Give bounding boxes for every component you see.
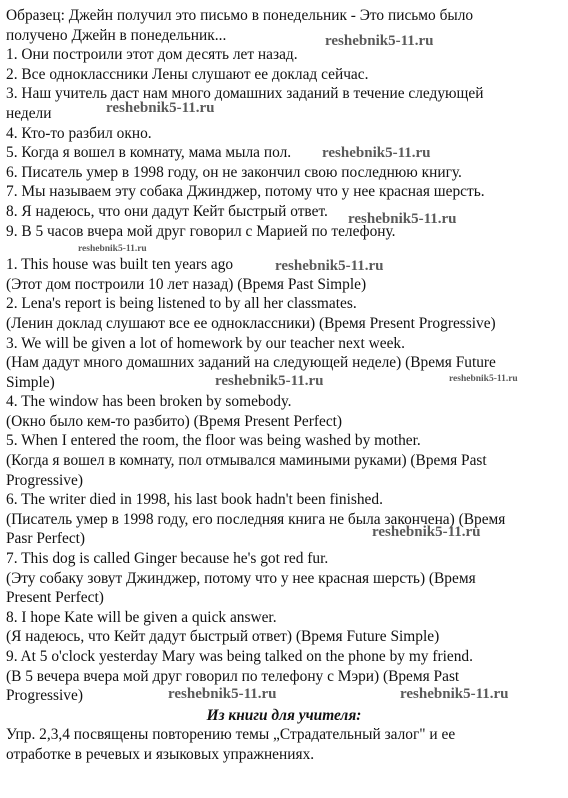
text-line: Present Perfect) bbox=[6, 589, 104, 607]
text-line: (Я надеюсь, что Кейт дадут быстрый ответ) (Время Future Simple) bbox=[6, 628, 440, 646]
watermark: reshebnik5-11.ru bbox=[322, 145, 431, 161]
watermark: reshebnik5-11.ru bbox=[215, 373, 324, 389]
text-line: 6. The writer died in 1998, his last book hadn't been finished. bbox=[6, 491, 383, 509]
text-line: 2. Lena's report is being listened to by all her classmates. bbox=[6, 295, 357, 313]
watermark: reshebnik5-11.ru bbox=[348, 211, 457, 227]
text-line: (Нам дадут много домашних заданий на следующей неделе) (Время Future bbox=[6, 354, 496, 372]
watermark: reshebnik5-11.ru bbox=[275, 258, 384, 274]
text-line: 1. Они построили этот дом десять лет назад. bbox=[6, 46, 298, 64]
exercise-sentences-russian bbox=[6, 6, 562, 241]
text-line: 9. В 5 часов вчера мой друг говорил с Марией по телефону. bbox=[6, 222, 396, 240]
watermark: reshebnik5-11.ru bbox=[325, 33, 434, 49]
text-line: Упр. 2,3,4 посвящены повторению темы „Страдательный залог" и ее bbox=[6, 726, 456, 744]
text-line: отработке в речевых и языковых упражнениях. bbox=[6, 745, 315, 763]
watermark: reshebnik5-11.ru bbox=[168, 686, 277, 702]
watermark: reshebnik5-11.ru bbox=[449, 374, 518, 384]
text-line: 2. Все одноклассники Лены слушают ее доклад сейчас. bbox=[6, 65, 369, 83]
watermark: reshebnik5-11.ru bbox=[372, 524, 481, 540]
text-line: недели bbox=[6, 104, 52, 122]
watermark: reshebnik5-11.ru bbox=[78, 244, 147, 254]
text-line: получено Джейн в понедельник... bbox=[6, 26, 227, 44]
text-line: 5. Когда я вошел в комнату, мама мыла пол. bbox=[6, 144, 292, 162]
text-line: Pasr Perfect) bbox=[6, 530, 86, 548]
teacher-notes bbox=[6, 725, 562, 764]
exercise-answers-passive bbox=[6, 255, 562, 706]
text-line: 3. We will be given a lot of homework by our teacher next week. bbox=[6, 334, 405, 352]
text-line: (Эту собаку зовут Джинджер, потому что у нее красная шерсть) (Время bbox=[6, 569, 476, 587]
text-line: (В 5 вечера вчера мой друг говорил по телефону с Мэри) (Время Past bbox=[6, 667, 460, 685]
text-line: Simple) bbox=[6, 373, 55, 391]
text-line: 7. Мы называем эту собака Джинджер, потому что у нее красная шерсть. bbox=[6, 183, 485, 201]
text-line: (Окно было кем-то разбито) (Время Present Perfect) bbox=[6, 412, 343, 430]
text-line: 3. Наш учитель даст нам много домашних заданий в течение следующей bbox=[6, 85, 484, 103]
text-line: (Писатель умер в 1998 году, его последняя книга не была закончена) (Время bbox=[6, 510, 506, 528]
watermark: reshebnik5-11.ru bbox=[400, 686, 509, 702]
text-line: 7. This dog is called Ginger because he's got red fur. bbox=[6, 550, 329, 568]
watermark: reshebnik5-11.ru bbox=[106, 100, 215, 116]
text-line: Progressive) bbox=[6, 471, 83, 489]
text-line: 1. This house was built ten years ago bbox=[6, 256, 234, 274]
text-line: 6. Писатель умер в 1998 году, он не закончил свою последнюю книгу. bbox=[6, 163, 462, 181]
text-line: (Ленин доклад слушают все ее одноклассники) (Время Present Progressive) bbox=[6, 314, 496, 332]
text-line: 8. Я надеюсь, что они дадут Кейт быстрый ответ. bbox=[6, 202, 328, 220]
text-line: 8. I hope Kate will be given a quick answer. bbox=[6, 608, 277, 626]
text-line: Progressive) bbox=[6, 687, 83, 705]
text-line: (Когда я вошел в комнату, пол отмывался мамиными руками) (Время Past bbox=[6, 452, 487, 470]
text-line: 9. At 5 o'clock yesterday Mary was being talked on the phone by my friend. bbox=[6, 648, 473, 665]
text-line: (Этот дом построили 10 лет назад) (Время Past Simple) bbox=[6, 275, 367, 293]
text-line: 4. The window has been broken by somebody. bbox=[6, 393, 292, 411]
text-line: Образец: Джейн получил это письмо в понедельник - Это письмо было bbox=[6, 7, 474, 24]
teacher-book-heading: Из книги для учителя: bbox=[206, 706, 362, 724]
text-line: 5. When I entered the room, the floor was being washed by mother. bbox=[6, 432, 421, 450]
text-line: 4. Кто-то разбил окно. bbox=[6, 124, 152, 142]
